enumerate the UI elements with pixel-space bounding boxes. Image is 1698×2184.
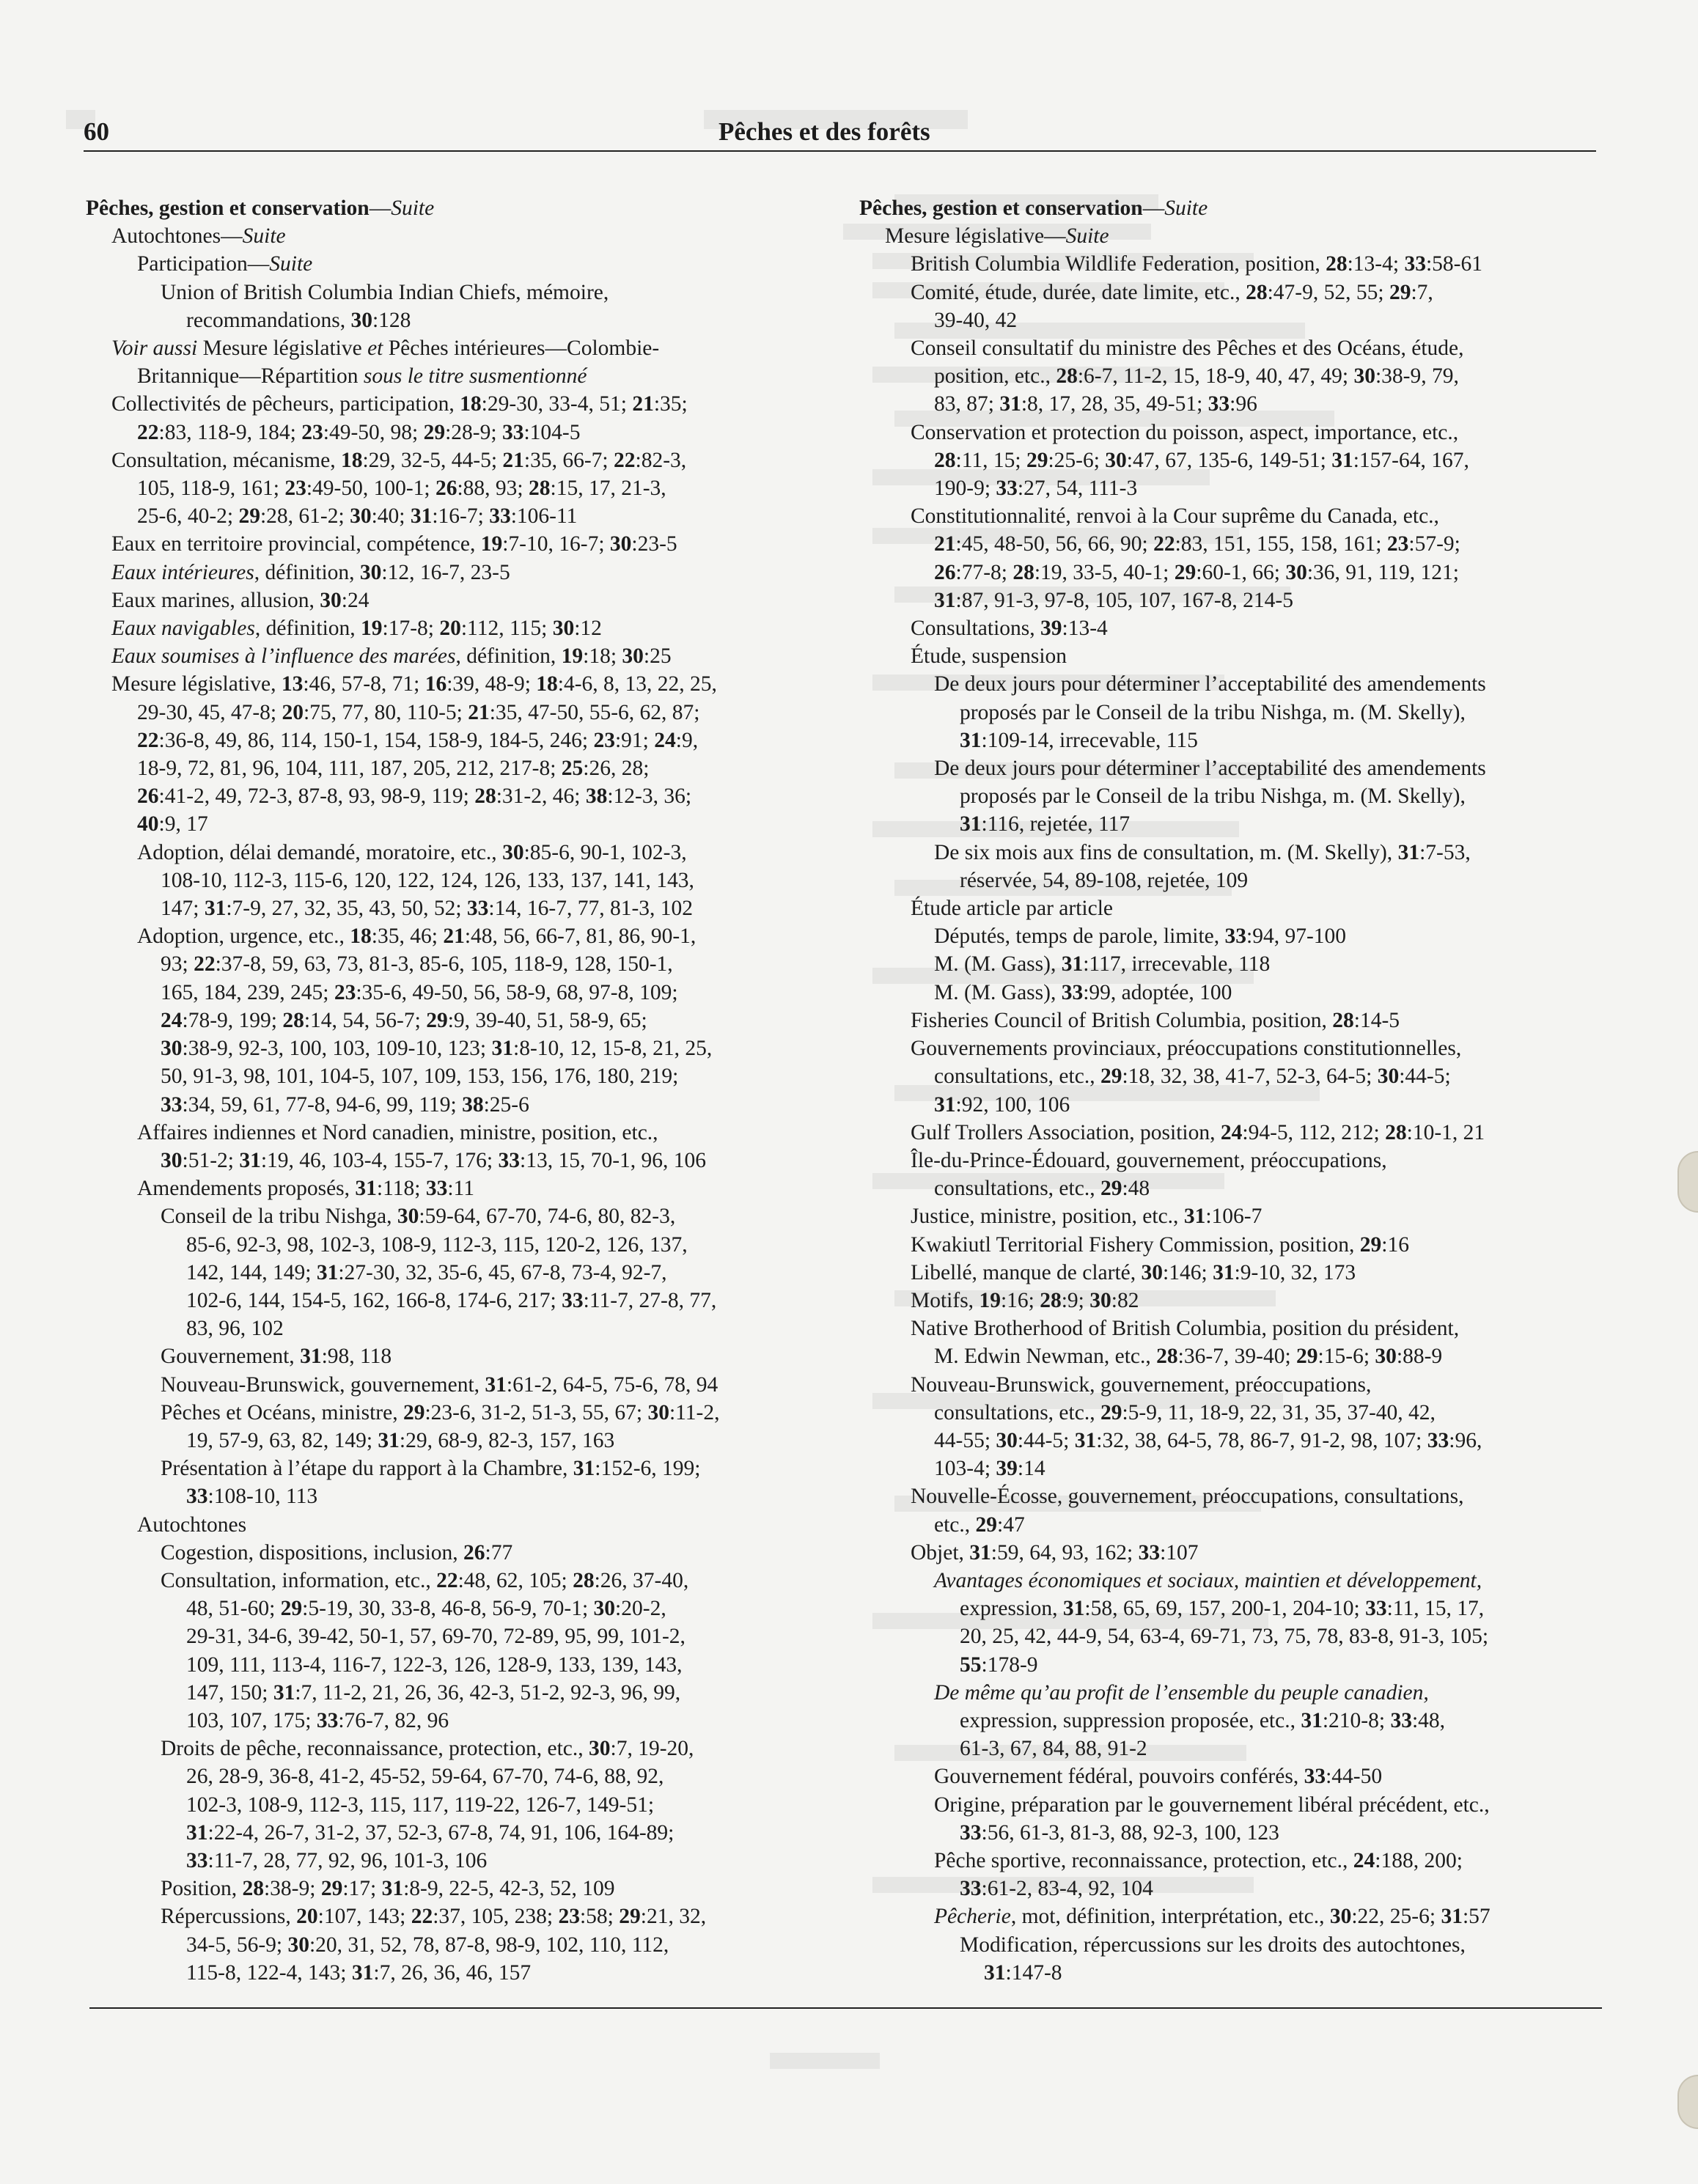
index-entry-line: Objet, 31:59, 64, 93, 162; 33:107 bbox=[911, 1540, 1199, 1565]
index-entry-line: 142, 144, 149; 31:27-30, 32, 35-6, 45, 67-8, 73-4, 92-7, bbox=[186, 1260, 667, 1284]
index-entry-line: 48, 51-60; 29:5-19, 30, 33-8, 46-8, 56-9, 70-1; 30:20-2, bbox=[186, 1597, 666, 1621]
index-entry-line: 165, 184, 239, 245; 23:35-6, 49-50, 56, 58-9, 68, 97-8, 109; bbox=[161, 980, 678, 1004]
index-entry-line: 147; 31:7-9, 27, 32, 35, 43, 50, 52; 33:14, 16-7, 77, 81-3, 102 bbox=[161, 897, 694, 921]
page-number: 60 bbox=[84, 117, 109, 146]
index-entry-line: Fisheries Council of British Columbia, position, 28:14-5 bbox=[911, 1008, 1400, 1032]
index-entry-line: Consultations, 39:13-4 bbox=[911, 617, 1108, 641]
index-entry-line: 18-9, 72, 81, 96, 104, 111, 187, 205, 212, 217-8; 25:26, 28; bbox=[137, 757, 650, 781]
index-entry-line: Kwakiutl Territorial Fishery Commission, position, 29:16 bbox=[911, 1232, 1409, 1257]
index-entry-line: Conseil consultatif du ministre des Pêches et des Océans, étude, bbox=[911, 337, 1464, 361]
index-entry-line: Autochtones bbox=[137, 1512, 247, 1537]
footer-rule bbox=[89, 2007, 1602, 2009]
index-entry-line: 20, 25, 42, 44-9, 54, 63-4, 69-71, 73, 75, 78, 83-8, 91-3, 105; bbox=[960, 1625, 1489, 1649]
index-entry-line: 34-5, 56-9; 30:20, 31, 52, 78, 87-8, 98-9, 102, 110, 112, bbox=[186, 1933, 669, 1957]
index-entry-line: Nouvelle-Écosse, gouvernement, préoccupations, consultations, bbox=[911, 1485, 1464, 1509]
running-header-title: Pêches et des forêts bbox=[718, 117, 930, 146]
index-entry-line: 29-31, 34-6, 39-42, 50-1, 57, 69-70, 72-89, 95, 99, 101-2, bbox=[186, 1625, 686, 1649]
index-entry-line: recommandations, 30:128 bbox=[186, 308, 411, 332]
index-entry-line: De deux jours pour déterminer l’acceptabilité des amendements bbox=[934, 757, 1486, 781]
index-entry-line: Affaires indiennes et Nord canadien, ministre, position, etc., bbox=[137, 1120, 658, 1144]
index-entry-line: Députés, temps de parole, limite, 33:94, 97-100 bbox=[934, 924, 1347, 949]
index-entry-line: 26:77-8; 28:19, 33-5, 40-1; 29:60-1, 66; 30:36, 91, 119, 121; bbox=[934, 560, 1459, 584]
header-rule bbox=[84, 150, 1596, 152]
index-entry-line: 102-3, 108-9, 112-3, 115, 117, 119-22, 126-7, 149-51; bbox=[186, 1793, 655, 1817]
index-entry-line: Britannique—Répartition sous le titre susmentionné bbox=[137, 364, 587, 389]
index-entry-line: consultations, etc., 29:5-9, 11, 18-9, 22, 31, 35, 37-40, 42, bbox=[934, 1400, 1436, 1424]
index-entry-line: 31:116, rejetée, 117 bbox=[960, 812, 1131, 837]
index-entry-line: 31:92, 100, 106 bbox=[934, 1092, 1070, 1117]
index-entry-line: M. Edwin Newman, etc., 28:36-7, 39-40; 29:15-6; 30:88-9 bbox=[934, 1345, 1443, 1369]
index-entry-line: Gouvernement fédéral, pouvoirs conférés, 33:44-50 bbox=[934, 1765, 1383, 1789]
index-entry-line: Eaux en territoire provincial, compétence, 19:7-10, 16-7; 30:23-5 bbox=[111, 532, 677, 556]
index-entry-line: Adoption, délai demandé, moratoire, etc., 30:85-6, 90-1, 102-3, bbox=[137, 840, 687, 864]
index-entry-line: Pêche sportive, reconnaissance, protection, etc., 24:188, 200; bbox=[934, 1848, 1463, 1872]
index-entry-line: Comité, étude, durée, date limite, etc., 28:47-9, 52, 55; 29:7, bbox=[911, 280, 1433, 304]
index-entry-line: 26:41-2, 49, 72-3, 87-8, 93, 98-9, 119; 28:31-2, 46; 38:12-3, 36; bbox=[137, 784, 692, 809]
index-entry-line: Position, 28:38-9; 29:17; 31:8-9, 22-5, 42-3, 52, 109 bbox=[161, 1877, 615, 1901]
index-entry-line: Mesure législative—Suite bbox=[885, 224, 1109, 249]
index-entry-line: 30:51-2; 31:19, 46, 103-4, 155-7, 176; 33:13, 15, 70-1, 96, 106 bbox=[161, 1148, 707, 1172]
index-entry-line: 147, 150; 31:7, 11-2, 21, 26, 36, 42-3, 51-2, 92-3, 96, 99, bbox=[186, 1680, 681, 1705]
index-entry-line: Modification, répercussions sur les droits des autochtones, bbox=[960, 1933, 1466, 1957]
index-entry-line: position, etc., 28:6-7, 11-2, 15, 18-9, 40, 47, 49; 30:38-9, 79, bbox=[934, 364, 1459, 389]
index-entry-line: consultations, etc., 29:48 bbox=[934, 1177, 1150, 1201]
index-entry-line: 22:83, 118-9, 184; 23:49-50, 98; 29:28-9; 33:104-5 bbox=[137, 420, 581, 444]
index-entry-line: 40:9, 17 bbox=[137, 812, 208, 837]
index-entry-line: 33:11-7, 28, 77, 92, 96, 101-3, 106 bbox=[186, 1848, 488, 1872]
index-entry-line: Pêcherie, mot, définition, interprétation, etc., 30:22, 25-6; 31:57 bbox=[934, 1905, 1491, 1929]
index-entry-line: 190-9; 33:27, 54, 111-3 bbox=[934, 477, 1138, 501]
index-entry-line: Conservation et protection du poisson, aspect, importance, etc., bbox=[911, 420, 1459, 444]
index-entry-line: réservée, 54, 89-108, rejetée, 109 bbox=[960, 868, 1249, 892]
index-entry-line: Pêches et Océans, ministre, 29:23-6, 31-2, 51-3, 55, 67; 30:11-2, bbox=[161, 1400, 720, 1424]
index-entry-line: 31:147-8 bbox=[984, 1960, 1062, 1985]
index-entry-line: proposés par le Conseil de la tribu Nishga, m. (M. Skelly), bbox=[960, 700, 1466, 724]
index-entry-line: 108-10, 112-3, 115-6, 120, 122, 124, 126, 133, 137, 141, 143, bbox=[161, 868, 694, 892]
index-entry-line: De deux jours pour déterminer l’acceptabilité des amendements bbox=[934, 672, 1486, 696]
index-entry-line: etc., 29:47 bbox=[934, 1512, 1025, 1537]
index-entry-line: Gouvernement, 31:98, 118 bbox=[161, 1345, 392, 1369]
index-entry-line: 31:87, 91-3, 97-8, 105, 107, 167-8, 214-5 bbox=[934, 588, 1293, 612]
index-entry-line: Libellé, manque de clarté, 30:146; 31:9-10, 32, 173 bbox=[911, 1260, 1356, 1284]
index-entry-line: Adoption, urgence, etc., 18:35, 46; 21:48, 56, 66-7, 81, 86, 90-1, bbox=[137, 924, 697, 949]
index-entry-line: Gulf Trollers Association, position, 24:94-5, 112, 212; 28:10-1, 21 bbox=[911, 1120, 1485, 1144]
index-entry-line: Consultation, mécanisme, 18:29, 32-5, 44-5; 21:35, 66-7; 22:82-3, bbox=[111, 448, 687, 472]
index-entry-line: Eaux soumises à l’influence des marées, définition, 19:18; 30:25 bbox=[111, 644, 672, 669]
index-entry-line: 33:34, 59, 61, 77-8, 94-6, 99, 119; 38:25-6 bbox=[161, 1092, 529, 1117]
index-entry-line: 29-30, 45, 47-8; 20:75, 77, 80, 110-5; 21:35, 47-50, 55-6, 62, 87; bbox=[137, 700, 700, 724]
index-entry-line: 24:78-9, 199; 28:14, 54, 56-7; 29:9, 39-40, 51, 58-9, 65; bbox=[161, 1008, 647, 1032]
index-entry-line: Collectivités de pêcheurs, participation, 18:29-30, 33-4, 51; 21:35; bbox=[111, 392, 688, 416]
index-entry-line: 103, 107, 175; 33:76-7, 82, 96 bbox=[186, 1708, 449, 1732]
index-entry-line: proposés par le Conseil de la tribu Nishga, m. (M. Skelly), bbox=[960, 784, 1466, 809]
binder-tab-mark bbox=[1677, 1151, 1698, 1213]
index-entry-line: 26, 28-9, 36-8, 41-2, 45-52, 59-64, 67-70, 74-6, 88, 92, bbox=[186, 1765, 664, 1789]
index-entry-line: 102-6, 144, 154-5, 162, 166-8, 174-6, 217; 33:11-7, 27-8, 77, bbox=[186, 1288, 717, 1312]
index-entry-line: Pêches, gestion et conservation—Suite bbox=[859, 196, 1208, 220]
index-entry-line: M. (M. Gass), 31:117, irrecevable, 118 bbox=[934, 952, 1271, 977]
index-entry-line: 25-6, 40-2; 29:28, 61-2; 30:40; 31:16-7; 33:106-11 bbox=[137, 504, 578, 529]
index-entry-line: Étude, suspension bbox=[911, 644, 1067, 669]
index-entry-line: expression, suppression proposée, etc., 31:210-8; 33:48, bbox=[960, 1708, 1446, 1732]
index-entry-line: 109, 111, 113-4, 116-7, 122-3, 126, 128-9, 133, 139, 143, bbox=[186, 1652, 683, 1677]
index-entry-line: 61-3, 67, 84, 88, 91-2 bbox=[960, 1737, 1147, 1761]
index-entry-line: Autochtones—Suite bbox=[111, 224, 286, 249]
index-entry-line: 39-40, 42 bbox=[934, 308, 1018, 332]
index-entry-line: expression, 31:58, 65, 69, 157, 200-1, 204-10; 33:11, 15, 17, bbox=[960, 1597, 1485, 1621]
index-entry-line: Union of British Columbia Indian Chiefs, mémoire, bbox=[161, 280, 609, 304]
index-entry-line: Eaux intérieures, définition, 30:12, 16-7, 23-5 bbox=[111, 560, 510, 584]
index-entry-line: 83, 96, 102 bbox=[186, 1317, 284, 1341]
index-entry-line: Nouveau-Brunswick, gouvernement, 31:61-2, 64-5, 75-6, 78, 94 bbox=[161, 1372, 718, 1397]
index-entry-line: 33:61-2, 83-4, 92, 104 bbox=[960, 1877, 1153, 1901]
index-entry-line: Participation—Suite bbox=[137, 252, 313, 276]
index-entry-line: Gouvernements provinciaux, préoccupations constitutionnelles, bbox=[911, 1037, 1462, 1061]
index-entry-line: Constitutionnalité, renvoi à la Cour suprême du Canada, etc., bbox=[911, 504, 1439, 529]
index-entry-line: 50, 91-3, 98, 101, 104-5, 107, 109, 153, 156, 176, 180, 219; bbox=[161, 1065, 679, 1089]
index-entry-line: Motifs, 19:16; 28:9; 30:82 bbox=[911, 1288, 1139, 1312]
index-entry-line: 30:38-9, 92-3, 100, 103, 109-10, 123; 31:8-10, 12, 15-8, 21, 25, bbox=[161, 1037, 713, 1061]
index-entry-line: 105, 118-9, 161; 23:49-50, 100-1; 26:88, 93; 28:15, 17, 21-3, bbox=[137, 477, 666, 501]
index-entry-line: 103-4; 39:14 bbox=[934, 1457, 1045, 1481]
index-entry-line: 31:22-4, 26-7, 31-2, 37, 52-3, 67-8, 74, 91, 106, 164-89; bbox=[186, 1820, 675, 1845]
index-entry-line: Droits de pêche, reconnaissance, protection, etc., 30:7, 19-20, bbox=[161, 1737, 694, 1761]
index-entry-line: 93; 22:37-8, 59, 63, 73, 81-3, 85-6, 105, 118-9, 128, 150-1, bbox=[161, 952, 673, 977]
index-entry-line: Présentation à l’étape du rapport à la Chambre, 31:152-6, 199; bbox=[161, 1457, 701, 1481]
index-entry-line: 21:45, 48-50, 56, 66, 90; 22:83, 151, 155, 158, 161; 23:57-9; bbox=[934, 532, 1460, 556]
index-entry-line: 19, 57-9, 63, 82, 149; 31:29, 68-9, 82-3, 157, 163 bbox=[186, 1428, 615, 1452]
index-entry-line: 22:36-8, 49, 86, 114, 150-1, 154, 158-9, 184-5, 246; 23:91; 24:9, bbox=[137, 728, 699, 752]
index-entry-line: Amendements proposés, 31:118; 33:11 bbox=[137, 1177, 474, 1201]
index-entry-line: Eaux navigables, définition, 19:17-8; 20:112, 115; 30:12 bbox=[111, 617, 602, 641]
index-entry-line: 83, 87; 31:8, 17, 28, 35, 49-51; 33:96 bbox=[934, 392, 1257, 416]
index-entry-line: Justice, ministre, position, etc., 31:106-7 bbox=[911, 1205, 1263, 1229]
index-entry-line: British Columbia Wildlife Federation, position, 28:13-4; 33:58-61 bbox=[911, 252, 1482, 276]
index-entry-line: Eaux marines, allusion, 30:24 bbox=[111, 588, 370, 612]
index-entry-line: Consultation, information, etc., 22:48, 62, 105; 28:26, 37-40, bbox=[161, 1568, 689, 1592]
index-column-left bbox=[86, 194, 826, 1987]
index-entry-line: Native Brotherhood of British Columbia, position du président, bbox=[911, 1317, 1460, 1341]
index-entry-line: De même qu’au profit de l’ensemble du peuple canadien, bbox=[934, 1680, 1429, 1705]
index-entry-line: Voir aussi Mesure législative et Pêches intérieures—Colombie- bbox=[111, 337, 660, 361]
index-entry-line: Mesure législative, 13:46, 57-8, 71; 16:39, 48-9; 18:4-6, 8, 13, 22, 25, bbox=[111, 672, 717, 696]
index-entry-line: 28:11, 15; 29:25-6; 30:47, 67, 135-6, 149-51; 31:157-64, 167, bbox=[934, 448, 1469, 472]
index-entry-line: Conseil de la tribu Nishga, 30:59-64, 67-70, 74-6, 80, 82-3, bbox=[161, 1205, 676, 1229]
index-entry-line: Nouveau-Brunswick, gouvernement, préoccupations, bbox=[911, 1372, 1372, 1397]
index-entry-line: Cogestion, dispositions, inclusion, 26:77 bbox=[161, 1540, 513, 1565]
index-entry-line: Avantages économiques et sociaux, maintien et développement, bbox=[934, 1568, 1482, 1592]
index-entry-line: Étude article par article bbox=[911, 897, 1113, 921]
index-entry-line: 115-8, 122-4, 143; 31:7, 26, 36, 46, 157 bbox=[186, 1960, 532, 1985]
index-entry-line: Origine, préparation par le gouvernement libéral précédent, etc., bbox=[934, 1793, 1490, 1817]
index-entry-line: consultations, etc., 29:18, 32, 38, 41-7, 52-3, 64-5; 30:44-5; bbox=[934, 1065, 1451, 1089]
index-entry-line: 85-6, 92-3, 98, 102-3, 108-9, 112-3, 115, 120-2, 126, 137, bbox=[186, 1232, 688, 1257]
index-column-right bbox=[859, 194, 1600, 1987]
index-entry-line: 31:109-14, irrecevable, 115 bbox=[960, 728, 1198, 752]
index-entry-line: 33:56, 61-3, 81-3, 88, 92-3, 100, 123 bbox=[960, 1820, 1279, 1845]
index-entry-line: 55:178-9 bbox=[960, 1652, 1038, 1677]
index-entry-line: 33:108-10, 113 bbox=[186, 1485, 318, 1509]
index-entry-line: M. (M. Gass), 33:99, adoptée, 100 bbox=[934, 980, 1232, 1004]
index-entry-line: Pêches, gestion et conservation—Suite bbox=[86, 196, 435, 220]
index-entry-line: Répercussions, 20:107, 143; 22:37, 105, 238; 23:58; 29:21, 32, bbox=[161, 1905, 707, 1929]
index-entry-line: Île-du-Prince-Édouard, gouvernement, préoccupations, bbox=[911, 1148, 1387, 1172]
binder-tab-mark bbox=[1677, 2075, 1698, 2129]
index-entry-line: 44-55; 30:44-5; 31:32, 38, 64-5, 78, 86-7, 91-2, 98, 107; 33:96, bbox=[934, 1428, 1482, 1452]
index-entry-line: De six mois aux fins de consultation, m. (M. Skelly), 31:7-53, bbox=[934, 840, 1471, 864]
